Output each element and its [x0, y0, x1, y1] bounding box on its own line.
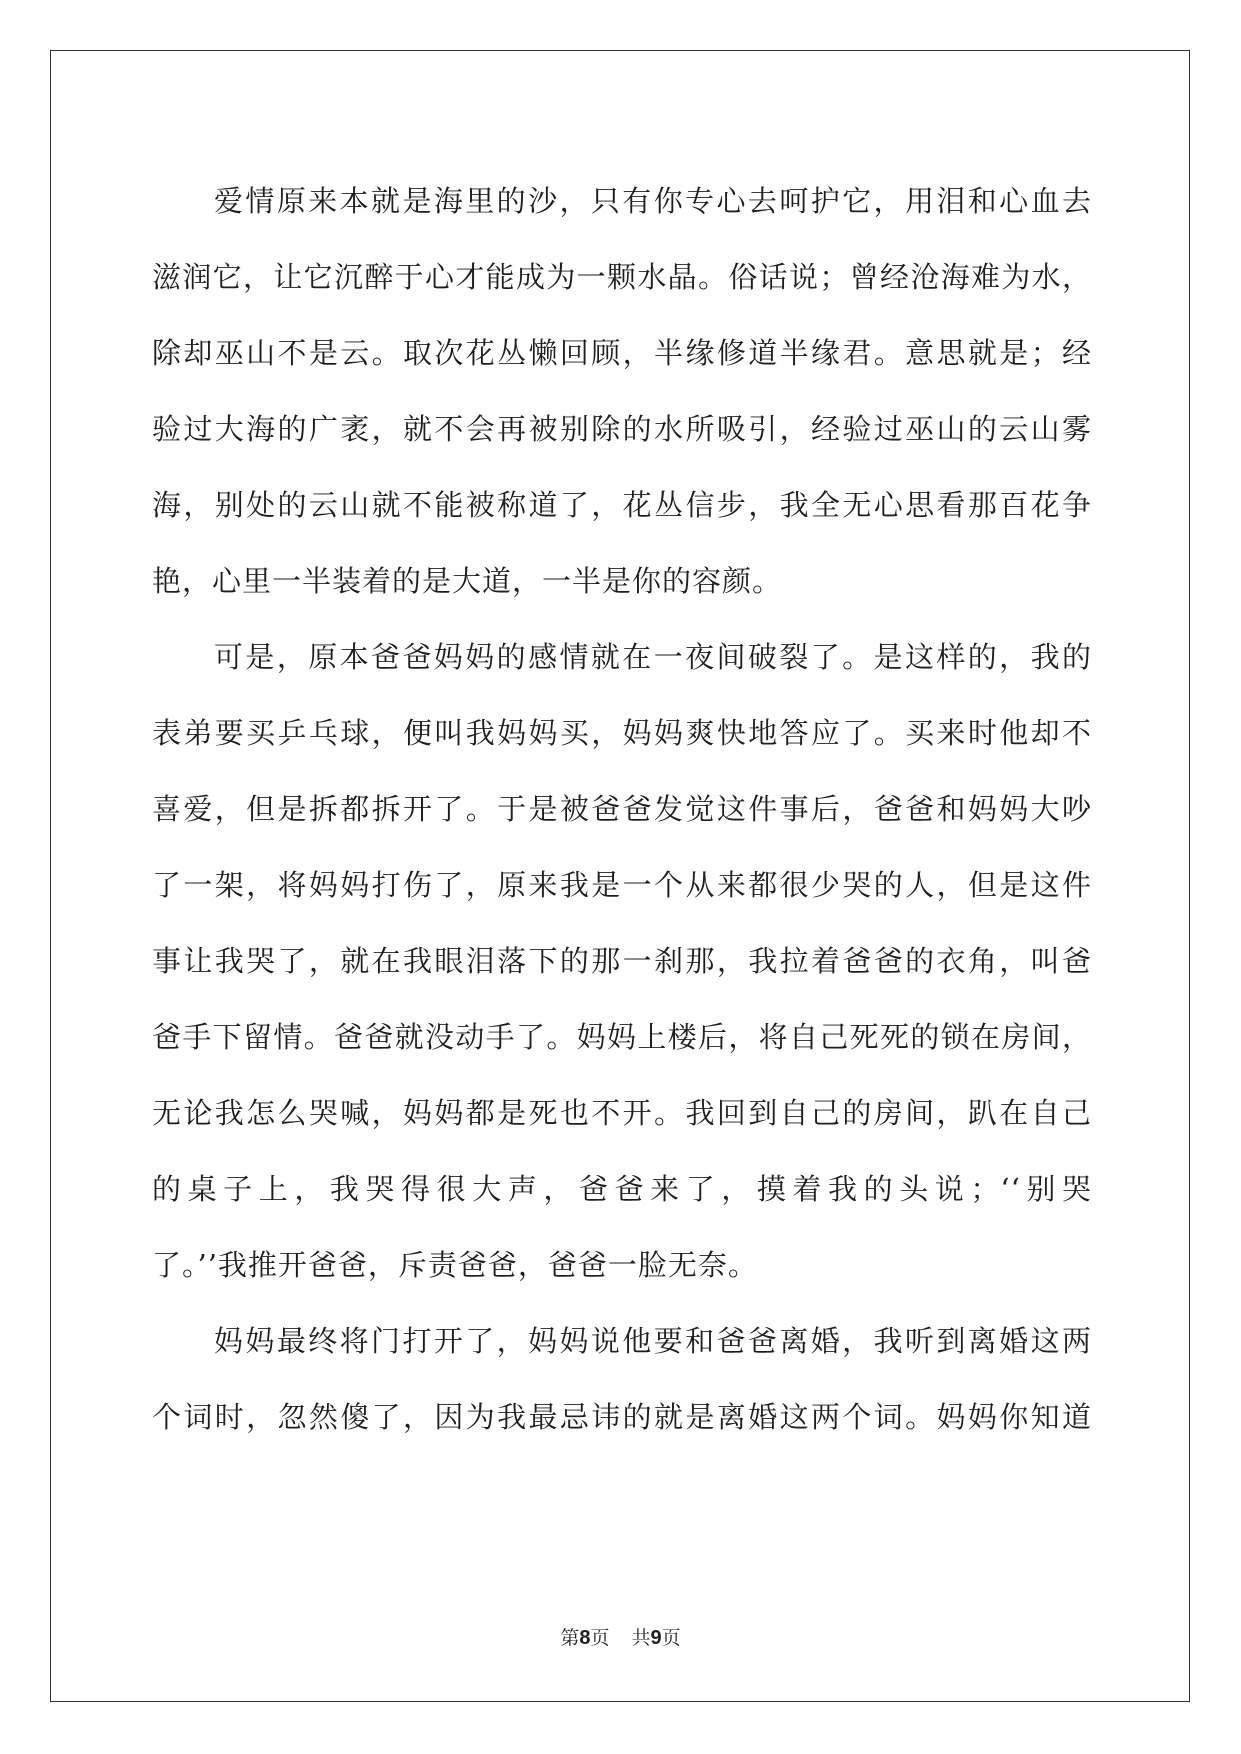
text-line: 艳，心里一半装着的是大道，一半是你的容颜。 [152, 564, 783, 598]
page-footer [0, 1626, 1241, 1650]
document-body [152, 163, 1092, 1455]
total-pages-suffix: 页 [661, 1627, 681, 1649]
text-line: 爸手下留情。爸爸就没动手了。妈妈上楼后，将自己死死的锁在房间， [152, 1020, 1092, 1054]
text-line: 个词时，忽然傻了，因为我最忌讳的就是离婚这两个词。妈妈你知道 [152, 1400, 1092, 1434]
text-line: 了一架，将妈妈打伤了，原来我是一个从来都很少哭的人，但是这件 [152, 868, 1092, 902]
text-line: 事让我哭了，就在我眼泪落下的那一刹那，我拉着爸爸的衣角，叫爸 [152, 944, 1092, 978]
page-number-prefix: 第 [560, 1627, 580, 1649]
page-number-suffix: 页 [590, 1627, 610, 1649]
text-line: 海，别处的云山就不能被称道了，花丛信步，我全无心思看那百花争 [152, 488, 1092, 522]
text-line: 的桌子上，我哭得很大声，爸爸来了，摸着我的头说；‘‘别哭 [152, 1172, 1092, 1206]
paragraph [152, 1303, 1092, 1455]
text-line: 了。’’我推开爸爸，斥责爸爸，爸爸一脸无奈。 [152, 1248, 758, 1282]
text-line: 爱情原来本就是海里的沙，只有你专心去呵护它，用泪和心血去 [214, 184, 1092, 218]
paragraph [152, 619, 1092, 1303]
text-line: 无论我怎么哭喊，妈妈都是死也不开。我回到自己的房间，趴在自己 [152, 1096, 1092, 1130]
text-line: 除却巫山不是云。取次花丛懒回顾，半缘修道半缘君。意思就是；经 [152, 336, 1092, 370]
total-pages-prefix: 共 [631, 1627, 651, 1649]
text-line: 可是，原本爸爸妈妈的感情就在一夜间破裂了。是这样的，我的 [214, 640, 1092, 674]
text-line: 验过大海的广袤，就不会再被别除的水所吸引，经验过巫山的云山雾 [152, 412, 1092, 446]
current-page-number: 8 [579, 1627, 591, 1649]
paragraph [152, 163, 1092, 619]
text-line: 表弟要买乒乓球，便叫我妈妈买，妈妈爽快地答应了。买来时他却不 [152, 716, 1092, 750]
text-line: 喜爱，但是拆都拆开了。于是被爸爸发觉这件事后，爸爸和妈妈大吵 [152, 792, 1092, 826]
text-line: 滋润它，让它沉醉于心才能成为一颗水晶。俗话说；曾经沧海难为水， [152, 260, 1092, 294]
total-page-count: 9 [650, 1627, 662, 1649]
text-line: 妈妈最终将门打开了，妈妈说他要和爸爸离婚，我听到离婚这两 [214, 1324, 1092, 1358]
